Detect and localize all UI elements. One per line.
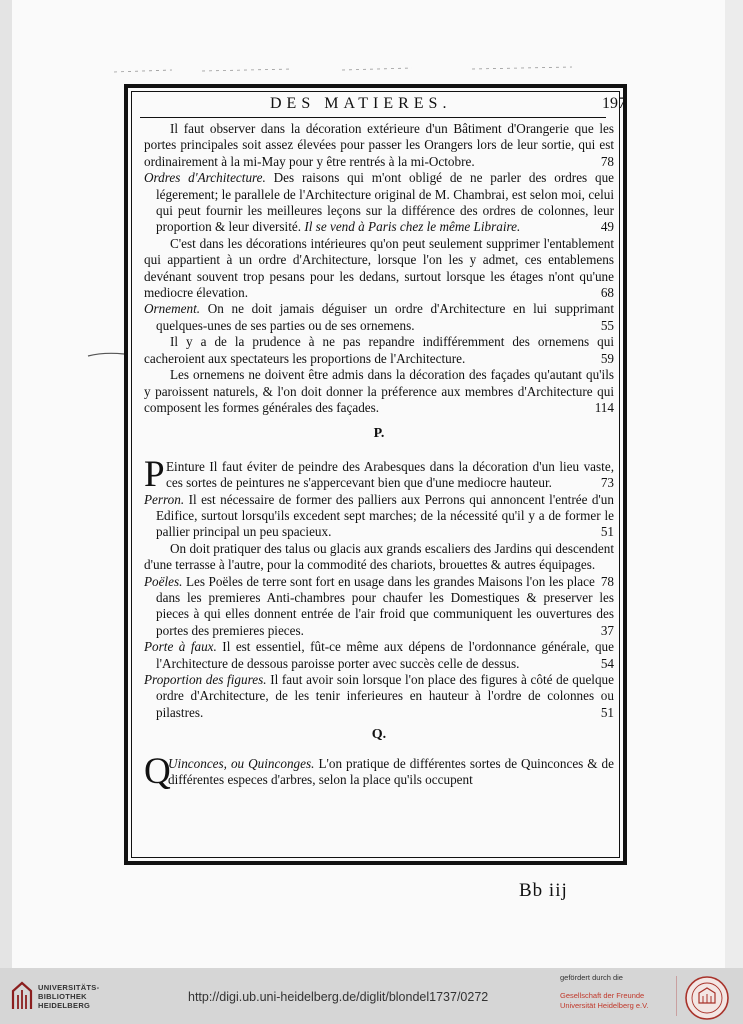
top-pencil-marks: [112, 62, 632, 78]
index-entry: C'est dans les décorations intérieures qu'on peut seulement supprimer l'entablement qui appartient à un ordre d'Architecture, lorsque l'on les y admet, ces entablemens devénant souvent trop pesans pour les dedans, surtout lorsque les étages n'ont qu'une mediocre élevation. 68: [144, 235, 614, 301]
entry-page-ref: 54: [600, 655, 614, 671]
page-edge-right: [725, 0, 743, 968]
permalink-url[interactable]: http://digi.ub.uni-heidelberg.de/diglit/blondel1737/0272: [188, 990, 489, 1004]
entry-page-ref: 37: [600, 622, 614, 638]
index-entry: Q Uinconces, ou Quinconges. L'on pratique de différentes sortes de Quinconces & de différentes especes d'arbres, selon la place qu'ils occupent: [144, 750, 615, 792]
entry-page-ref: 114: [594, 399, 614, 415]
entry-page-ref: 73: [600, 475, 614, 491]
entry-page-ref: 68: [600, 285, 614, 301]
index-entry: On doit pratiquer des talus ou glacis aux grands escaliers des Jardins qui descendent d'une terrasse à l'autre, pour la commodité des chariots, brouettes & autres équipages. 78: [144, 540, 614, 589]
entry-page-ref: 55: [600, 317, 614, 333]
index-entry: Porte à faux. Il est essentiel, fût-ce même aux dépens de l'ordonnance générale, que l'Architecture de dessous paroisse porter avec succès celle de dessus. 54: [144, 639, 614, 671]
university-library-name: UNIVERSITÄTS- BIBLIOTHEK HEIDELBERG: [38, 983, 100, 1010]
entry-page-ref: 78: [600, 573, 614, 589]
entry-label: Perron.: [144, 491, 185, 507]
university-library-logo-icon: [10, 981, 34, 1011]
section-heading-q: Q.: [371, 727, 387, 743]
head-rule: [140, 117, 606, 118]
entry-page-ref: 51: [600, 524, 614, 540]
signature-mark: Bb iij: [519, 880, 568, 901]
index-entry: P Einture Il faut éviter de peindre des Arabesques dans la décoration d'un lieu vaste, ces sortes de peintures ne s'appercevant bien que d'une mediocre hauteur. 73: [144, 453, 614, 495]
entry-label: Porte à faux.: [144, 639, 217, 655]
index-entry: Proportion des figures. Il faut avoir soin lorsque l'on place des figures à côté de quelque ordre d'Architecture, de les tenir inferieures en hauteur à l'ordre de colonnes ou pilastres. 51: [144, 672, 615, 720]
index-entry: Il faut observer dans la décoration extérieure d'un Bâtiment d'Orangerie que les portes principales soit assez élevées pour passer les Orangers lors de leur sortie, qui est ordinairement à la mi-May pour y être rentrés à la mi-Octobre. 78: [144, 121, 614, 169]
support-divider: [676, 976, 677, 1016]
index-entry: Ordres d'Architecture. Des raisons qui m'ont obligé de ne parler des ordres que légerement; le parallele de l'Architecture original de M. Chambrai, est selon moi, celui qui peut fournir les meilleures leçons sur la différence des ordres de colonnes, leur proportion & leur diversité. Il se vend à Paris chez le même Libraire. 49: [144, 170, 615, 235]
entry-label: Poëles.: [144, 573, 183, 589]
index-entry: Poëles. Les Poëles de terre sont fort en usage dans les grandes Maisons l'on les place dans les premieres Anti-chambres pour chaufer les Domestiques & preserver les pieces à qui elles donnent entrée de l'air froid que communiquent les ouvertures des portes des premieres pieces. 37: [144, 573, 614, 638]
entry-page-ref: 78: [600, 153, 614, 169]
support-notice: gefördert durch die Gesellschaft der Freunde Universität Heidelberg e.V.: [560, 973, 649, 1010]
page-edge-left: [0, 0, 12, 968]
index-entry: Les ornemens ne doivent être admis dans la décoration des façades qu'autant qu'ils y paroissent naturels, & l'on doit donner la préference aux membres d'Architecture qui composent les formes générales des façades. 114: [144, 367, 614, 415]
running-head: [140, 95, 626, 117]
index-content: [144, 121, 615, 792]
entry-label: Ornement.: [144, 301, 201, 317]
drop-cap: Q: [144, 750, 171, 792]
entry-page-ref: 59: [600, 350, 614, 366]
entry-tail: Il se vend à Paris chez le même Libraire.: [304, 219, 521, 235]
entry-label: Proportion des figures.: [144, 672, 267, 687]
margin-pencil-mark: [86, 350, 126, 360]
page-number: 197: [602, 95, 626, 112]
entry-label: Ordres d'Architecture.: [144, 170, 266, 186]
entry-label: Uinconces, ou Quinconges.: [168, 755, 315, 771]
running-head-title: DES MATIERES.: [270, 95, 452, 112]
drop-cap: P: [144, 453, 165, 495]
entry-page-ref: 51: [600, 704, 614, 720]
section-heading-p: P.: [373, 426, 385, 442]
entry-page-ref: 49: [600, 219, 614, 235]
university-seal-icon: [684, 975, 730, 1021]
index-entry: Il y a de la prudence à ne pas repandre indifféremment des ornemens qui cacheroient aux spectateurs les proportions de l'Architecture. 59: [144, 334, 614, 366]
index-entry: Perron. Il est nécessaire de former des palliers aux Perrons qui annoncent l'entrée d'un Edifice, surtout lorsqu'ils excedent sept marches; de la nécessité qu'il y a de former le pallier principal un peu spacieux. 51: [144, 491, 614, 540]
index-entry: Ornement. On ne doit jamais déguiser un ordre d'Architecture en lui supprimant quelques-unes de ses parties ou de ses ornemens. 55: [144, 301, 615, 333]
